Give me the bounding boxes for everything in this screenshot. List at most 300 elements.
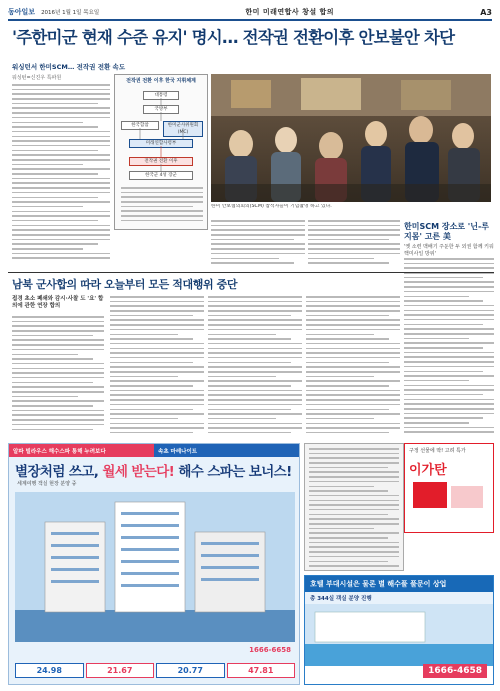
page-number: A3 bbox=[480, 7, 492, 17]
text-line bbox=[208, 348, 302, 350]
text-line bbox=[404, 267, 494, 269]
text-line bbox=[12, 220, 98, 222]
text-line bbox=[12, 391, 104, 393]
text-line bbox=[306, 409, 389, 411]
ad-tag-right: 속초 마레나이트 bbox=[154, 444, 299, 457]
text-line bbox=[306, 334, 374, 336]
text-line bbox=[309, 504, 399, 506]
text-line bbox=[309, 546, 399, 548]
text-line bbox=[309, 481, 399, 483]
text-line bbox=[306, 404, 400, 406]
text-line bbox=[306, 432, 389, 434]
text-line bbox=[110, 399, 204, 401]
text-line bbox=[110, 418, 178, 420]
text-line bbox=[211, 248, 305, 250]
text-line bbox=[208, 390, 302, 392]
text-line bbox=[309, 523, 399, 525]
text-line bbox=[404, 310, 494, 312]
text-line bbox=[12, 344, 104, 346]
text-line bbox=[306, 376, 374, 378]
text-line bbox=[404, 431, 494, 433]
main-article-col-2 bbox=[211, 220, 305, 268]
text-line bbox=[12, 225, 110, 227]
text-line bbox=[208, 315, 291, 317]
section-divider bbox=[8, 272, 494, 273]
diagram-box: 한국합참 bbox=[121, 121, 159, 130]
ad-phone[interactable]: 1666-6658 bbox=[249, 646, 291, 654]
text-line bbox=[306, 305, 400, 307]
text-line bbox=[110, 413, 204, 415]
text-line bbox=[404, 427, 494, 429]
masthead-rule bbox=[8, 19, 492, 21]
text-line bbox=[404, 291, 494, 293]
text-line bbox=[208, 380, 302, 382]
text-line bbox=[404, 324, 483, 326]
text-line bbox=[306, 427, 400, 429]
ad-rate: 24.98 bbox=[15, 663, 84, 678]
text-line bbox=[110, 329, 204, 331]
text-line bbox=[308, 234, 400, 236]
text-line bbox=[208, 404, 302, 406]
text-line bbox=[12, 164, 83, 166]
sidebar-text bbox=[404, 258, 494, 438]
text-line bbox=[121, 187, 203, 189]
ad-headline-part: 별장처럼 쓰고, bbox=[15, 464, 103, 480]
text-line bbox=[306, 423, 400, 425]
text-line bbox=[12, 173, 98, 175]
text-line bbox=[404, 385, 494, 387]
text-line bbox=[306, 324, 400, 326]
text-line bbox=[404, 380, 469, 382]
text-line bbox=[208, 305, 302, 307]
section-title: 한미 미래연합사 창설 합의 bbox=[245, 8, 335, 16]
text-line bbox=[110, 409, 193, 411]
text-line bbox=[306, 338, 389, 340]
text-line bbox=[12, 168, 110, 170]
text-line bbox=[12, 131, 110, 133]
masthead bbox=[8, 6, 492, 18]
text-line bbox=[404, 263, 494, 265]
diagram-box: 국방부 bbox=[143, 105, 179, 114]
text-line bbox=[121, 201, 203, 203]
text-line bbox=[211, 220, 305, 222]
text-line bbox=[208, 334, 276, 336]
text-line bbox=[404, 356, 494, 358]
text-line bbox=[12, 248, 83, 250]
text-line bbox=[12, 145, 110, 147]
text-line bbox=[12, 316, 104, 318]
issue-date: 2016년 1월 1일 목요일 bbox=[41, 10, 100, 16]
diagram-notes bbox=[121, 187, 203, 225]
text-line bbox=[308, 220, 400, 222]
text-line bbox=[12, 197, 98, 199]
text-line bbox=[211, 262, 294, 264]
text-line bbox=[208, 357, 302, 359]
text-line bbox=[12, 429, 93, 431]
text-line bbox=[306, 380, 400, 382]
text-line bbox=[404, 352, 494, 354]
text-line bbox=[309, 495, 399, 497]
text-line bbox=[208, 385, 291, 387]
text-line bbox=[211, 234, 305, 236]
text-line bbox=[404, 319, 494, 321]
text-line bbox=[208, 376, 276, 378]
text-line bbox=[12, 98, 110, 100]
diagram-box: 한국군 4성 장군 bbox=[129, 171, 193, 180]
text-line bbox=[12, 206, 83, 208]
text-line bbox=[306, 296, 400, 298]
text-line bbox=[12, 159, 110, 161]
article-byline: 워싱턴=신진우 특파원 bbox=[12, 75, 62, 81]
text-line bbox=[306, 390, 400, 392]
text-line bbox=[208, 423, 302, 425]
article-text-lines bbox=[12, 84, 110, 259]
text-line bbox=[211, 243, 305, 245]
text-line bbox=[12, 400, 104, 402]
text-line bbox=[404, 347, 483, 349]
text-line bbox=[12, 354, 78, 356]
text-line bbox=[110, 366, 204, 368]
text-line bbox=[309, 556, 399, 558]
text-line bbox=[12, 140, 110, 142]
text-line bbox=[12, 239, 110, 241]
ad-rate-row bbox=[15, 663, 295, 678]
ad-small-text: 세계여행 객실 현장 분양 중 bbox=[17, 481, 77, 487]
text-line bbox=[12, 410, 104, 412]
hotel-pool-illustration bbox=[305, 604, 494, 666]
sidebar-box bbox=[404, 222, 494, 257]
text-line bbox=[404, 371, 483, 373]
text-line bbox=[309, 453, 399, 455]
text-line bbox=[110, 357, 204, 359]
text-line bbox=[12, 424, 104, 426]
text-line bbox=[12, 386, 104, 388]
text-line bbox=[110, 371, 204, 373]
text-line bbox=[121, 220, 203, 222]
text-line bbox=[306, 301, 400, 303]
medicine-box-illustration bbox=[409, 478, 489, 512]
text-line bbox=[308, 258, 374, 260]
ad-tag-left: 알파 빌라우스 해수스파 통해 누려보다 bbox=[9, 444, 154, 457]
text-line bbox=[12, 349, 104, 351]
photo-caption: 한미 안보협의회의(SCM) 참석자들이 기념촬영 하고 있다. bbox=[211, 204, 332, 209]
hotel-ad-phone[interactable]: 1666-4658 bbox=[423, 664, 487, 678]
text-line bbox=[110, 362, 193, 364]
text-line bbox=[308, 262, 389, 264]
text-line bbox=[208, 418, 276, 420]
text-line bbox=[211, 258, 279, 260]
text-line bbox=[306, 357, 400, 359]
text-line bbox=[110, 427, 204, 429]
photo-illustration bbox=[211, 74, 491, 202]
text-line bbox=[208, 409, 291, 411]
text-line bbox=[12, 201, 110, 203]
text-line bbox=[12, 107, 110, 109]
text-line bbox=[404, 394, 483, 396]
text-line bbox=[12, 368, 104, 370]
text-line bbox=[309, 518, 399, 520]
text-line bbox=[306, 315, 389, 317]
text-line bbox=[404, 413, 494, 415]
text-line bbox=[306, 399, 400, 401]
text-line bbox=[404, 300, 483, 302]
text-line bbox=[306, 319, 400, 321]
text-line bbox=[306, 348, 400, 350]
main-subhead: 워싱턴서 한미SCM… 전작권 전환 속도 bbox=[12, 63, 126, 71]
text-line bbox=[121, 210, 203, 212]
second-article-col-3 bbox=[208, 296, 302, 438]
text-line bbox=[208, 362, 291, 364]
text-line bbox=[110, 380, 204, 382]
diagram-box: 대통령 bbox=[143, 91, 179, 100]
ad-topbar bbox=[9, 444, 299, 457]
text-line bbox=[110, 404, 204, 406]
text-line bbox=[404, 286, 494, 288]
text-line bbox=[208, 352, 302, 354]
second-article-col-2 bbox=[110, 296, 204, 438]
text-line bbox=[208, 427, 302, 429]
text-line bbox=[306, 385, 389, 387]
text-line bbox=[12, 330, 104, 332]
text-line bbox=[404, 361, 494, 363]
text-line bbox=[110, 296, 204, 298]
text-line bbox=[309, 542, 399, 544]
text-line bbox=[211, 229, 305, 231]
text-line bbox=[309, 457, 399, 459]
resort-building-illustration bbox=[15, 492, 295, 642]
text-line bbox=[110, 319, 204, 321]
text-line bbox=[110, 343, 204, 345]
text-line bbox=[208, 371, 302, 373]
text-line bbox=[12, 234, 110, 236]
ad-rate: 20.77 bbox=[156, 663, 225, 678]
medicine-ad-brand: 이가탄 bbox=[409, 463, 447, 478]
second-subhead: 접경 초소 폐쇄와 감시·사찰 도 '요' 합의에 관한 연장 합의 bbox=[12, 296, 104, 309]
second-article-col-1 bbox=[12, 316, 104, 438]
text-line bbox=[12, 182, 110, 184]
text-line bbox=[110, 423, 204, 425]
diagram-title: 전작권 전환 이후 한국 지휘체계 bbox=[126, 78, 196, 84]
text-line bbox=[12, 103, 98, 105]
hotel-advertisement[interactable] bbox=[304, 575, 494, 685]
text-line bbox=[208, 413, 302, 415]
text-line bbox=[12, 382, 93, 384]
text-line bbox=[12, 126, 98, 128]
text-line bbox=[404, 333, 494, 335]
text-line bbox=[309, 467, 388, 469]
text-line bbox=[12, 187, 110, 189]
text-line bbox=[308, 243, 400, 245]
text-line bbox=[404, 417, 483, 419]
text-line bbox=[404, 314, 494, 316]
text-line bbox=[110, 310, 204, 312]
text-line bbox=[110, 315, 193, 317]
diagram-box: 한미군사위원회(MC) bbox=[163, 121, 203, 137]
ad-rate: 21.67 bbox=[86, 663, 155, 678]
text-line bbox=[211, 225, 305, 227]
text-line bbox=[308, 248, 400, 250]
text-line bbox=[12, 335, 93, 337]
text-line bbox=[110, 301, 204, 303]
text-line bbox=[12, 178, 110, 180]
text-line bbox=[308, 225, 400, 227]
second-article-col-4 bbox=[306, 296, 400, 438]
text-line bbox=[309, 565, 399, 567]
text-line bbox=[12, 405, 93, 407]
command-structure-diagram bbox=[114, 74, 208, 230]
text-line bbox=[12, 321, 104, 323]
text-line bbox=[404, 389, 494, 391]
text-line bbox=[12, 339, 104, 341]
text-line bbox=[308, 253, 400, 255]
text-line bbox=[306, 343, 400, 345]
text-line bbox=[309, 551, 399, 553]
text-line bbox=[12, 84, 110, 86]
text-line bbox=[208, 301, 302, 303]
text-line bbox=[404, 258, 494, 260]
text-line bbox=[12, 377, 104, 379]
text-line bbox=[306, 413, 400, 415]
text-line bbox=[309, 462, 399, 464]
text-line bbox=[110, 390, 204, 392]
text-line bbox=[12, 89, 110, 91]
text-line bbox=[309, 448, 399, 450]
diagram-box: 미래연합사령부 bbox=[129, 139, 193, 148]
text-line bbox=[208, 319, 302, 321]
text-line bbox=[110, 432, 193, 434]
ad-headline-part: 해수 스파는 보너스! bbox=[174, 464, 292, 480]
text-line bbox=[208, 329, 302, 331]
ad-rate: 47.81 bbox=[227, 663, 296, 678]
hotel-ad-title: 호텔 부대시설은 물론 별 해수풀 풀문이 상업 bbox=[305, 576, 493, 592]
text-line bbox=[208, 343, 302, 345]
newspaper-logo: 동아일보 bbox=[8, 7, 36, 16]
text-line bbox=[12, 215, 110, 217]
text-line bbox=[12, 243, 98, 245]
text-line bbox=[306, 371, 400, 373]
text-line bbox=[404, 399, 494, 401]
text-line bbox=[211, 253, 305, 255]
text-line bbox=[12, 117, 110, 119]
text-line bbox=[12, 363, 104, 365]
text-line bbox=[211, 239, 294, 241]
text-line bbox=[404, 342, 494, 344]
text-line bbox=[404, 375, 494, 377]
medicine-advertisement[interactable] bbox=[404, 443, 494, 533]
text-line bbox=[306, 310, 400, 312]
ad-headline bbox=[15, 460, 295, 480]
text-line bbox=[306, 418, 374, 420]
text-line bbox=[309, 561, 388, 563]
text-line bbox=[12, 396, 78, 398]
text-line bbox=[404, 328, 494, 330]
ad-headline-highlight: 월세 받는다! bbox=[102, 464, 175, 480]
main-article-col-3 bbox=[308, 220, 400, 268]
text-line bbox=[306, 394, 400, 396]
text-line bbox=[12, 154, 110, 156]
text-line bbox=[12, 122, 83, 124]
diagram-box: 전작권 전환 이후 bbox=[129, 157, 193, 166]
text-line bbox=[12, 229, 110, 231]
text-line bbox=[208, 399, 302, 401]
text-line bbox=[306, 329, 400, 331]
text-line bbox=[110, 305, 204, 307]
text-line bbox=[208, 310, 302, 312]
text-line bbox=[110, 324, 204, 326]
hotel-ad-subtitle: 총 344실 객실 분양 진행 bbox=[305, 592, 493, 604]
text-line bbox=[309, 476, 399, 478]
text-line bbox=[12, 211, 110, 213]
text-line bbox=[404, 408, 494, 410]
text-line bbox=[208, 296, 302, 298]
text-line bbox=[306, 366, 400, 368]
meeting-photo bbox=[211, 74, 491, 202]
text-line bbox=[308, 229, 400, 231]
text-line bbox=[309, 486, 374, 488]
text-line bbox=[12, 93, 110, 95]
text-line bbox=[404, 338, 469, 340]
text-line bbox=[404, 277, 483, 279]
text-line bbox=[12, 372, 104, 374]
text-line bbox=[306, 362, 389, 364]
text-line bbox=[309, 509, 399, 511]
text-line bbox=[12, 192, 110, 194]
text-line bbox=[309, 500, 399, 502]
text-line bbox=[404, 281, 494, 283]
text-line bbox=[12, 136, 110, 138]
text-line bbox=[12, 112, 110, 114]
text-line bbox=[208, 338, 291, 340]
text-line bbox=[309, 471, 399, 473]
text-line bbox=[306, 352, 400, 354]
text-line bbox=[110, 394, 204, 396]
text-line bbox=[121, 215, 203, 217]
text-line bbox=[121, 196, 203, 198]
text-line bbox=[208, 366, 302, 368]
sidebar-subtitle: '옛 소련 맥배기 주둔한 두 외권 함께 키워 핵미사일 방위' bbox=[404, 244, 494, 257]
text-line bbox=[12, 414, 104, 416]
text-line bbox=[12, 325, 104, 327]
text-line bbox=[110, 376, 178, 378]
text-line bbox=[12, 419, 104, 421]
text-line bbox=[121, 206, 193, 208]
text-line bbox=[12, 253, 110, 255]
text-line bbox=[404, 296, 469, 298]
middle-text-block bbox=[304, 443, 404, 571]
text-line bbox=[309, 528, 374, 530]
text-line bbox=[308, 239, 389, 241]
text-line bbox=[208, 432, 291, 434]
text-line bbox=[110, 348, 204, 350]
medicine-ad-text: 구정 선물에 딱! 고려 특가 bbox=[409, 448, 466, 454]
resort-advertisement[interactable] bbox=[8, 443, 300, 685]
text-line bbox=[110, 385, 193, 387]
text-line bbox=[121, 192, 203, 194]
text-line bbox=[404, 403, 494, 405]
text-line bbox=[208, 324, 302, 326]
text-line bbox=[309, 490, 388, 492]
text-line bbox=[110, 334, 178, 336]
text-line bbox=[12, 150, 98, 152]
sidebar-title: 한미SCM 장소로 '닌-루지몸' 고른 美 bbox=[404, 222, 490, 241]
text-line bbox=[404, 422, 469, 424]
main-headline: '주한미군 현재 수준 유지' 명시… 전작권 전환이후 안보불안 차단 bbox=[12, 28, 455, 47]
main-article-col-1 bbox=[12, 74, 110, 266]
text-line bbox=[309, 532, 399, 534]
text-line bbox=[404, 305, 494, 307]
text-line bbox=[309, 514, 388, 516]
text-line bbox=[208, 394, 302, 396]
